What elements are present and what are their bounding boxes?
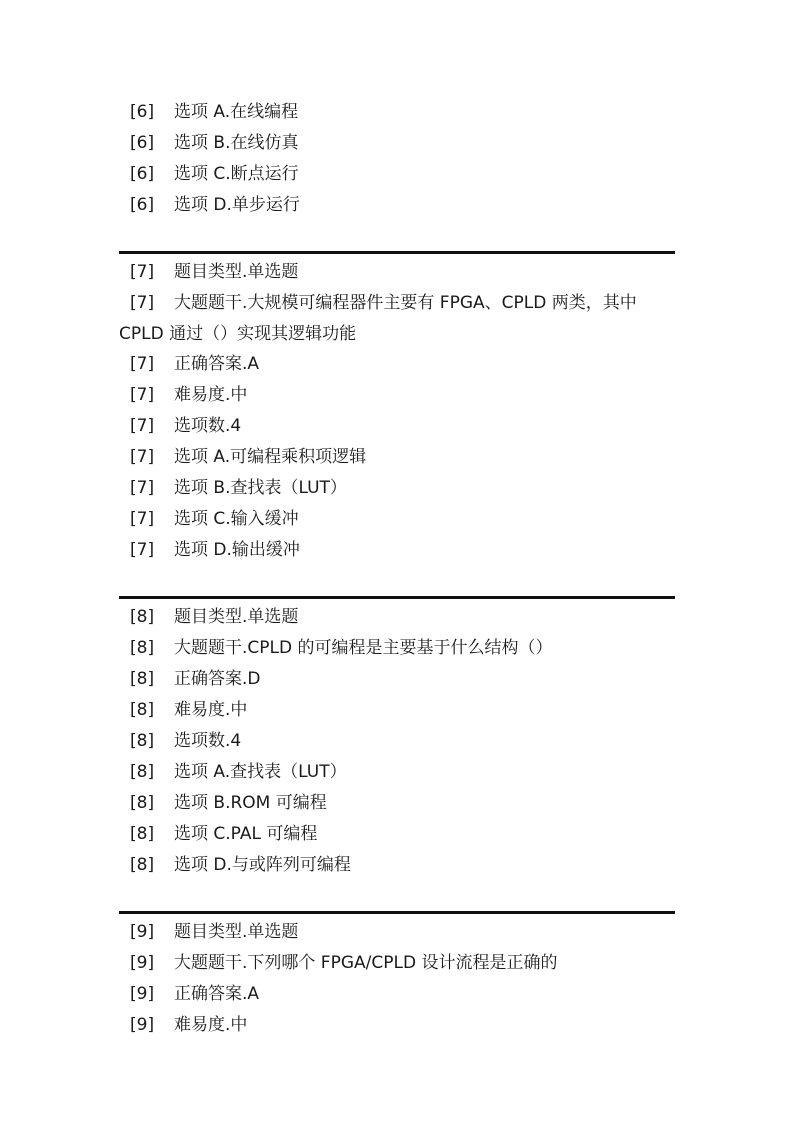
- question-6: [119, 97, 675, 221]
- option-c: 选项 C.PAL 可编程: [174, 824, 318, 844]
- question-number: [8]: [130, 731, 155, 751]
- option-a: 选项 A.在线编程: [174, 102, 299, 122]
- question-number: [6]: [130, 102, 155, 122]
- question-8: [119, 602, 675, 881]
- question-number: [8]: [130, 607, 155, 627]
- answer-line: [119, 979, 675, 1010]
- option-count: 选项数.4: [174, 416, 242, 436]
- stem-line: [119, 288, 675, 319]
- question-number: [6]: [130, 133, 155, 153]
- question-number: [7]: [130, 447, 155, 467]
- question-number: [7]: [130, 354, 155, 374]
- option-c-line: [119, 159, 675, 190]
- difficulty-line: [119, 695, 675, 726]
- question-number: [9]: [130, 922, 155, 942]
- section-divider: [119, 596, 675, 599]
- question-stem: 大题题干.CPLD 的可编程是主要基于什么结构（）: [174, 638, 553, 658]
- type-line: [119, 917, 675, 948]
- question-stem: 大题题干.下列哪个 FPGA/CPLD 设计流程是正确的: [174, 953, 558, 973]
- question-type: 题目类型.单选题: [174, 607, 299, 627]
- question-number: [7]: [130, 478, 155, 498]
- option-b: 选项 B.查找表（LUT）: [174, 478, 347, 498]
- question-number: [8]: [130, 669, 155, 689]
- option-d-line: [119, 850, 675, 881]
- option-count: 选项数.4: [174, 731, 242, 751]
- option-b-line: [119, 473, 675, 504]
- question-stem-continued: CPLD 通过（）实现其逻辑功能: [119, 324, 357, 344]
- question-number: [8]: [130, 793, 155, 813]
- difficulty-line: [119, 380, 675, 411]
- question-type: 题目类型.单选题: [174, 262, 299, 282]
- section-divider: [119, 251, 675, 254]
- question-number: [9]: [130, 984, 155, 1004]
- question-7: [119, 257, 675, 566]
- question-number: [8]: [130, 700, 155, 720]
- question-number: [8]: [130, 855, 155, 875]
- option-b: 选项 B.在线仿真: [174, 133, 299, 153]
- question-number: [9]: [130, 953, 155, 973]
- question-number: [8]: [130, 824, 155, 844]
- question-number: [7]: [130, 416, 155, 436]
- option-d: 选项 D.单步运行: [174, 195, 300, 215]
- difficulty: 难易度.中: [174, 1015, 248, 1035]
- type-line: [119, 257, 675, 288]
- option-d: 选项 D.与或阵列可编程: [174, 855, 351, 875]
- question-stem: 大题题干.大规模可编程器件主要有 FPGA、CPLD 两类，其中: [174, 293, 637, 313]
- option-c-line: [119, 819, 675, 850]
- option-b-line: [119, 128, 675, 159]
- question-number: [7]: [130, 293, 155, 313]
- question-number: [7]: [130, 509, 155, 529]
- question-number: [8]: [130, 638, 155, 658]
- question-number: [6]: [130, 164, 155, 184]
- option-a-line: [119, 757, 675, 788]
- question-number: [8]: [130, 762, 155, 782]
- option-count-line: [119, 411, 675, 442]
- option-b: 选项 B.ROM 可编程: [174, 793, 327, 813]
- difficulty: 难易度.中: [174, 385, 248, 405]
- correct-answer: 正确答案.A: [174, 984, 260, 1004]
- difficulty: 难易度.中: [174, 700, 248, 720]
- section-divider: [119, 911, 675, 914]
- answer-line: [119, 664, 675, 695]
- answer-line: [119, 349, 675, 380]
- option-a: 选项 A.可编程乘积项逻辑: [174, 447, 367, 467]
- option-c: 选项 C.断点运行: [174, 164, 299, 184]
- option-d-line: [119, 190, 675, 221]
- option-d: 选项 D.输出缓冲: [174, 540, 300, 560]
- correct-answer: 正确答案.D: [174, 669, 261, 689]
- option-c: 选项 C.输入缓冲: [174, 509, 299, 529]
- option-a-line: [119, 97, 675, 128]
- question-type: 题目类型.单选题: [174, 922, 299, 942]
- question-number: [9]: [130, 1015, 155, 1035]
- difficulty-line: [119, 1010, 675, 1041]
- stem-line: [119, 633, 675, 664]
- option-count-line: [119, 726, 675, 757]
- correct-answer: 正确答案.A: [174, 354, 260, 374]
- question-number: [7]: [130, 262, 155, 282]
- type-line: [119, 602, 675, 633]
- option-c-line: [119, 504, 675, 535]
- question-number: [6]: [130, 195, 155, 215]
- option-d-line: [119, 535, 675, 566]
- option-a-line: [119, 442, 675, 473]
- question-number: [7]: [130, 540, 155, 560]
- stem-line: [119, 948, 675, 979]
- option-b-line: [119, 788, 675, 819]
- question-9: [119, 917, 675, 1041]
- option-a: 选项 A.查找表（LUT）: [174, 762, 347, 782]
- question-number: [7]: [130, 385, 155, 405]
- question-list: [119, 97, 675, 1041]
